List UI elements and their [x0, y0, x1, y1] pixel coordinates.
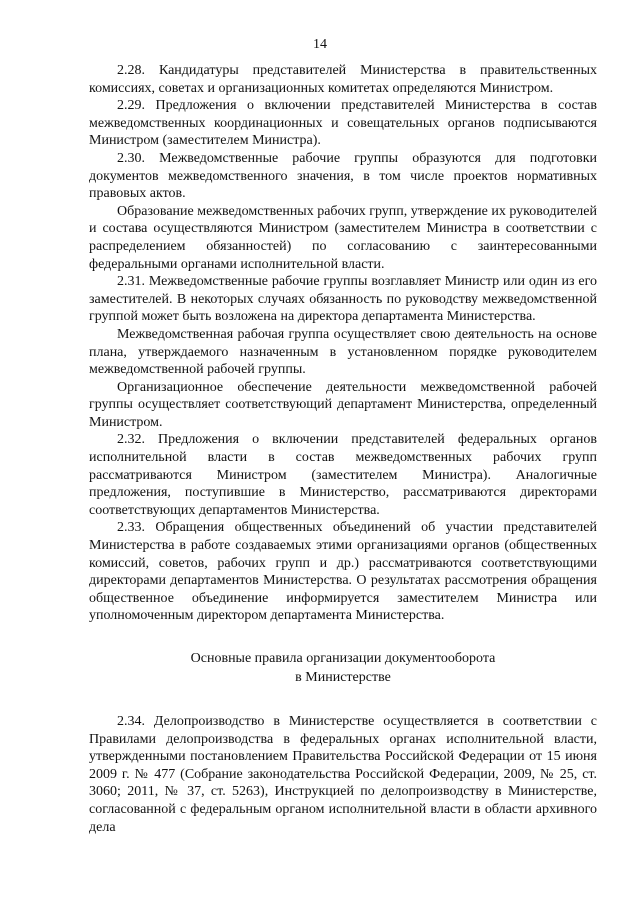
paragraph-working-groups-formation: Образование межведомственных рабочих групп, утверждение их руководителей и состава осуществляются Министром (заместителем Министра в соответствии с распределением обязанностей) по согласованию с заинтересованными федеральными органами исполнительной власти.: [89, 203, 597, 272]
document-body: [89, 62, 597, 836]
paragraph-2-33: 2.33. Обращения общественных объединений об участии представителей Министерства в работе создаваемых этими организациями органов (общественных комиссий, советов, рабочих групп и др.) рассматриваются соответствующими директорами департаментов Министерства. О результатах рассмотрения обращения общественное объединение информируется заместителем Министра или уполномоченным директором департамента Министерства.: [89, 520, 597, 624]
paragraph-working-group-plan: Межведомственная рабочая группа осуществляет свою деятельность на основе плана, утверждаемого назначенным в установленном порядке руководителем межведомственной рабочей группы.: [89, 326, 597, 378]
section-heading-line-1: Основные правила организации документооборота: [190, 651, 496, 666]
paragraph-2-31: 2.31. Межведомственные рабочие группы возглавляет Министр или один из его заместителей. В некоторых случаях обязанность по руководству межведомственной группой может быть возложена на директора департамента Министерства.: [89, 274, 597, 325]
paragraph-2-30: 2.30. Межведомственные рабочие группы образуются для подготовки документов межведомственного значения, в том числе проектов нормативных правовых актов.: [89, 150, 597, 202]
paragraph-2-32: 2.32. Предложения о включении представителей федеральных органов исполнительной власти в состав межведомственных рабочих групп рассматриваются Министром (заместителем Министра). Аналогичные предложения, поступившие в Министерство, рассматриваются директорами соответствующих департаментов Министерства.: [89, 432, 597, 518]
paragraph-2-29: 2.29. Предложения о включении представителей Министерства в состав межведомственных координационных и совещательных органов подписываются Министром (заместителем Министра).: [89, 98, 597, 149]
page-number: 14: [313, 37, 327, 52]
section-heading: [89, 649, 597, 687]
paragraph-organizational-support: Организационное обеспечение деятельности межведомственной рабочей группы осуществляет соответствующий департамент Министерства, определенный Министром.: [89, 379, 597, 430]
section-heading-line-2: в Министерстве: [295, 670, 391, 685]
paragraph-2-34: 2.34. Делопроизводство в Министерстве осуществляется в соответствии с Правилами делопроизводства в федеральных органах исполнительной власти, утвержденными постановлением Правительства Российской Федерации от 15 июня 2009 г. № 477 (Собрание законодательства Российской Федерации, 2009, № 25, ст. 3060; 2011, № 37, ст. 5263), Инструкцией по делопроизводству в Министерстве, согласованной с федеральным органом исполнительной власти в области архивного дела: [89, 714, 597, 835]
paragraph-2-28: 2.28. Кандидатуры представителей Министерства в правительственных комиссиях, советах и организационных комитетах определяются Министром.: [89, 63, 597, 96]
